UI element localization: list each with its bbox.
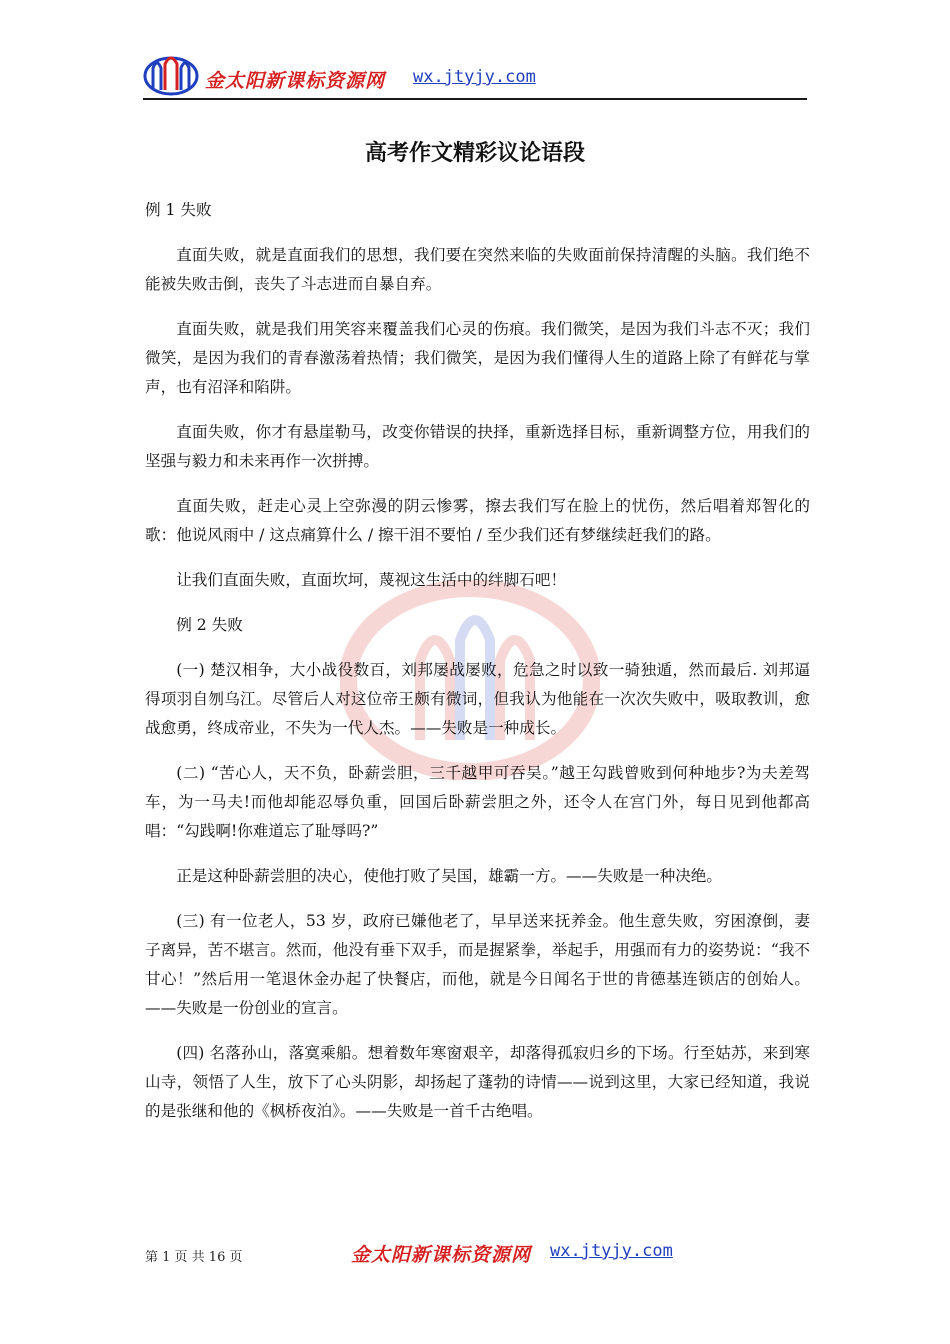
paragraph-example-1-label: 例 1 失败 [145, 201, 212, 219]
paragraph-example-2-label: 例 2 失败 [176, 616, 243, 634]
footer-url-link[interactable]: wx.jtyjy.com [550, 1241, 673, 1261]
page-number: 第 1 页 共 16 页 [145, 1250, 243, 1265]
header-brand: 金太阳新课标资源网 [205, 70, 386, 92]
paragraph: 正是这种卧薪尝胆的决心，使他打败了吴国，雄霸一方。——失败是一种决绝。 [176, 867, 722, 885]
paragraph: 直面失败，就是我们用笑容来覆盖我们心灵的伤痕。我们微笑，是因为我们斗志不灭；我们微笑，是因为我们的青春激荡着热情；我们微笑，是因为我们懂得人生的道路上除了有鲜花与掌声，也有沼泽和陷阱。 [145, 320, 810, 396]
page-header [143, 58, 807, 100]
page-footer [145, 1240, 810, 1270]
paragraph: 让我们直面失败，直面坎坷，蔑视这生活中的绊脚石吧！ [176, 571, 567, 589]
logo-icon [143, 52, 199, 96]
footer-brand: 金太阳新课标资源网 [351, 1244, 532, 1266]
paragraph: (四) 名落孙山，落寞乘船。想着数年寒窗艰辛，却落得孤寂归乡的下场。行至姑苏，来到寒山寺，领悟了人生，放下了心头阴影，却扬起了蓬勃的诗情——说到这里，大家已经知道，我说的是张继和他的《枫桥夜泊》。——失败是一首千古绝唱。 [145, 1044, 810, 1120]
header-url-link[interactable]: wx.jtyjy.com [413, 67, 536, 87]
paragraph: 直面失败，赶走心灵上空弥漫的阴云惨雾，擦去我们写在脸上的忧伤，然后唱着郑智化的歌：他说风雨中 / 这点痛算什么 / 擦干泪不要怕 / 至少我们还有梦继续赶我们的路。 [145, 497, 810, 544]
document-body [145, 196, 810, 1142]
paragraph: (二) “苦心人，天不负，卧薪尝胆，三千越甲可吞吴。”越王勾践曾败到何种地步?为夫差驾车，为一马夫!而他却能忍辱负重，回国后卧薪尝胆之外，还令人在宫门外，每日见到他都高唱：“勾践啊!你难道忘了耻辱吗?” [145, 764, 810, 840]
paragraph: 直面失败，就是直面我们的思想，我们要在突然来临的失败面前保持清醒的头脑。我们绝不能被失败击倒，丧失了斗志进而自暴自弃。 [145, 246, 810, 293]
document-title: 高考作文精彩议论语段 [364, 140, 585, 166]
paragraph: (三) 有一位老人，53 岁，政府已嫌他老了，早早送来抚养金。他生意失败，穷困潦倒，妻子离异，苦不堪言。然而，他没有垂下双手，而是握紧拳，举起手，用强而有力的姿势说：“我不甘心！”然后用一笔退休金办起了快餐店，而他，就是今日闻名于世的肯德基连锁店的创始人。——失败是一份创业的宣言。 [145, 912, 810, 1017]
paragraph: (一) 楚汉相争，大小战役数百，刘邦屡战屡败，危急之时以致一骑独遁，然而最后. 刘邦逼得项羽自刎乌江。尽管后人对这位帝王颇有微词，但我认为他能在一次次失败中，吸取教训，愈战愈勇，终成帝业，不失为一代人杰。——失败是一种成长。 [145, 661, 810, 737]
paragraph: 直面失败，你才有悬崖勒马，改变你错误的抉择，重新选择目标，重新调整方位，用我们的坚强与毅力和未来再作一次拼搏。 [145, 423, 810, 470]
